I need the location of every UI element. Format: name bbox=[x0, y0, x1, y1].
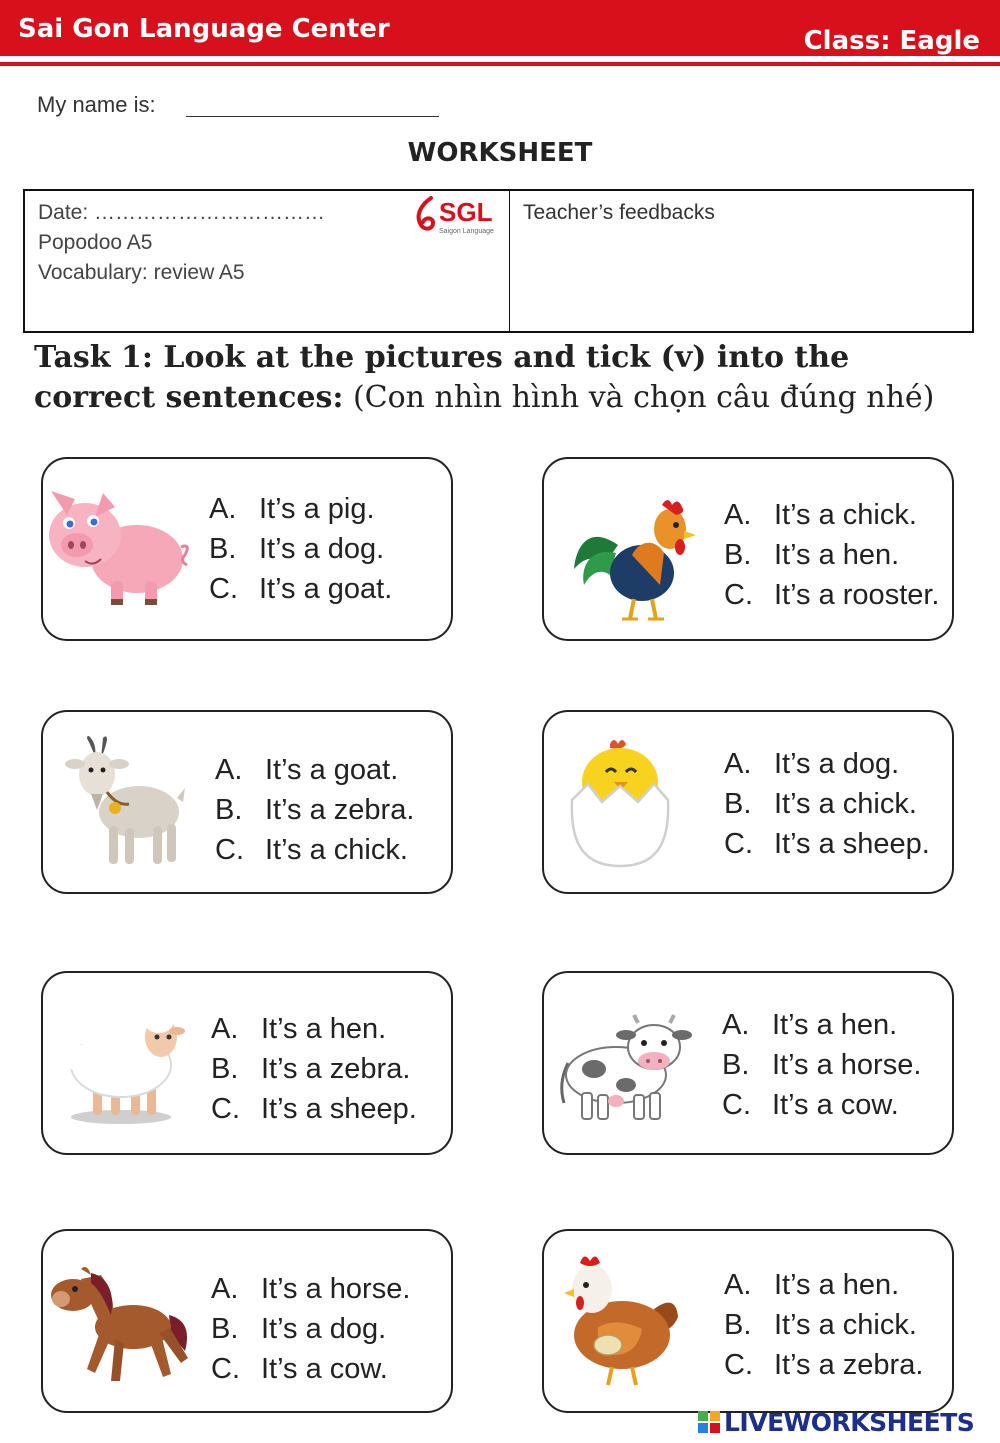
sgl-swirl-icon bbox=[413, 195, 439, 235]
option-b[interactable] bbox=[215, 790, 414, 830]
option-text: It’s a chick. bbox=[774, 1309, 917, 1341]
name-label: My name is: bbox=[37, 92, 156, 117]
date-line: Date: …………………………… bbox=[38, 201, 326, 224]
worksheet-title: WORKSHEET bbox=[407, 138, 593, 168]
task-1-title: Task 1: Look at the pictures and tick (v) into the correct sentences: bbox=[34, 340, 850, 415]
liveworksheets-logo-icon bbox=[698, 1411, 720, 1433]
option-letter: B. bbox=[724, 1309, 752, 1341]
options-list bbox=[724, 744, 930, 864]
option-c[interactable] bbox=[209, 569, 392, 609]
option-text: It’s a dog. bbox=[261, 1313, 387, 1345]
option-text: It’s a zebra. bbox=[774, 1349, 924, 1381]
option-text: It’s a goat. bbox=[259, 573, 393, 605]
options-list bbox=[209, 489, 392, 609]
option-text: It’s a hen. bbox=[261, 1013, 387, 1045]
option-letter: C. bbox=[211, 1353, 240, 1385]
hen-icon bbox=[558, 1249, 682, 1391]
goat-icon bbox=[63, 736, 187, 872]
option-text: It’s a chick. bbox=[774, 788, 917, 820]
option-letter: A. bbox=[211, 1013, 239, 1045]
option-text: It’s a horse. bbox=[261, 1273, 411, 1305]
option-b[interactable] bbox=[724, 1305, 923, 1345]
option-letter: B. bbox=[722, 1049, 750, 1081]
name-input-line[interactable] bbox=[186, 116, 439, 117]
options-list bbox=[724, 495, 940, 615]
option-text: It’s a chick. bbox=[265, 834, 408, 866]
option-text: It’s a sheep. bbox=[261, 1093, 417, 1125]
options-list bbox=[722, 1005, 921, 1125]
task-1-note: (Con nhìn hình và chọn câu đúng nhé) bbox=[352, 380, 935, 415]
option-text: It’s a rooster. bbox=[774, 579, 940, 611]
question-card-7 bbox=[41, 1229, 453, 1413]
option-letter: C. bbox=[722, 1089, 751, 1121]
option-a[interactable] bbox=[215, 750, 414, 790]
option-b[interactable] bbox=[209, 529, 392, 569]
option-c[interactable] bbox=[724, 575, 940, 615]
option-b[interactable] bbox=[724, 784, 930, 824]
option-letter: A. bbox=[722, 1009, 750, 1041]
option-text: It’s a cow. bbox=[772, 1089, 899, 1121]
option-b[interactable] bbox=[211, 1309, 410, 1349]
teacher-feedback-label: Teacher’s feedbacks bbox=[523, 201, 715, 224]
option-a[interactable] bbox=[211, 1269, 410, 1309]
option-a[interactable] bbox=[211, 1009, 417, 1049]
option-letter: B. bbox=[724, 539, 752, 571]
question-card-2 bbox=[542, 457, 954, 641]
option-text: It’s a sheep. bbox=[774, 828, 930, 860]
option-letter: C. bbox=[724, 1349, 753, 1381]
question-card-8 bbox=[542, 1229, 954, 1413]
option-letter: C. bbox=[215, 834, 244, 866]
option-a[interactable] bbox=[724, 744, 930, 784]
option-b[interactable] bbox=[724, 535, 940, 575]
option-letter: A. bbox=[724, 499, 752, 531]
option-c[interactable] bbox=[215, 830, 414, 870]
question-card-3 bbox=[41, 710, 453, 894]
option-letter: A. bbox=[215, 754, 243, 786]
option-text: It’s a horse. bbox=[772, 1049, 922, 1081]
option-letter: A. bbox=[724, 748, 752, 780]
option-text: It’s a chick. bbox=[774, 499, 917, 531]
option-text: It’s a zebra. bbox=[265, 794, 415, 826]
option-c[interactable] bbox=[724, 824, 930, 864]
question-card-5 bbox=[41, 971, 453, 1155]
option-a[interactable] bbox=[209, 489, 392, 529]
option-text: It’s a zebra. bbox=[261, 1053, 411, 1085]
header-bar bbox=[0, 0, 1000, 56]
option-c[interactable] bbox=[724, 1345, 923, 1385]
option-letter: B. bbox=[215, 794, 243, 826]
cow-icon bbox=[554, 1013, 700, 1125]
option-b[interactable] bbox=[211, 1049, 417, 1089]
option-letter: C. bbox=[209, 573, 238, 605]
question-card-4 bbox=[542, 710, 954, 894]
options-list bbox=[215, 750, 414, 870]
topic-line: Vocabulary: review A5 bbox=[38, 261, 245, 284]
option-letter: A. bbox=[209, 493, 237, 525]
task-1-instructions bbox=[34, 338, 964, 418]
option-a[interactable] bbox=[724, 495, 940, 535]
chick-icon bbox=[566, 736, 674, 872]
option-text: It’s a goat. bbox=[265, 754, 399, 786]
info-box bbox=[23, 189, 974, 333]
header-underline bbox=[0, 62, 1000, 66]
rooster-icon bbox=[570, 495, 700, 625]
option-text: It’s a pig. bbox=[259, 493, 375, 525]
option-text: It’s a hen. bbox=[774, 1269, 900, 1301]
sgl-logo bbox=[413, 195, 507, 239]
option-letter: B. bbox=[724, 788, 752, 820]
option-text: It’s a hen. bbox=[772, 1009, 898, 1041]
option-text: It’s a dog. bbox=[774, 748, 900, 780]
center-name: Sai Gon Language Center bbox=[18, 14, 390, 44]
option-c[interactable] bbox=[211, 1349, 410, 1389]
option-letter: B. bbox=[211, 1053, 239, 1085]
option-text: It’s a dog. bbox=[259, 533, 385, 565]
info-divider bbox=[509, 191, 510, 331]
question-card-1 bbox=[41, 457, 453, 641]
option-a[interactable] bbox=[722, 1005, 921, 1045]
option-c[interactable] bbox=[722, 1085, 921, 1125]
option-text: It’s a hen. bbox=[774, 539, 900, 571]
class-label: Class: Eagle bbox=[803, 26, 980, 56]
option-letter: C. bbox=[724, 828, 753, 860]
book-line: Popodoo A5 bbox=[38, 231, 153, 254]
pig-icon bbox=[45, 485, 189, 611]
horse-icon bbox=[51, 1265, 195, 1389]
options-list bbox=[211, 1009, 417, 1129]
option-letter: B. bbox=[211, 1313, 239, 1345]
option-letter: A. bbox=[211, 1273, 239, 1305]
option-letter: A. bbox=[724, 1269, 752, 1301]
option-b[interactable] bbox=[722, 1045, 921, 1085]
option-text: It’s a cow. bbox=[261, 1353, 388, 1385]
option-letter: C. bbox=[211, 1093, 240, 1125]
sgl-logo-text: SGL bbox=[439, 197, 493, 227]
liveworksheets-watermark: LIVEWORKSHEETS bbox=[724, 1408, 975, 1437]
options-list bbox=[211, 1269, 410, 1389]
option-c[interactable] bbox=[211, 1089, 417, 1129]
option-letter: C. bbox=[724, 579, 753, 611]
sgl-logo-subtext: Saigon Language bbox=[439, 228, 494, 235]
option-letter: B. bbox=[209, 533, 237, 565]
option-a[interactable] bbox=[724, 1265, 923, 1305]
options-list bbox=[724, 1265, 923, 1385]
sheep-icon bbox=[65, 1009, 187, 1127]
question-card-6 bbox=[542, 971, 954, 1155]
